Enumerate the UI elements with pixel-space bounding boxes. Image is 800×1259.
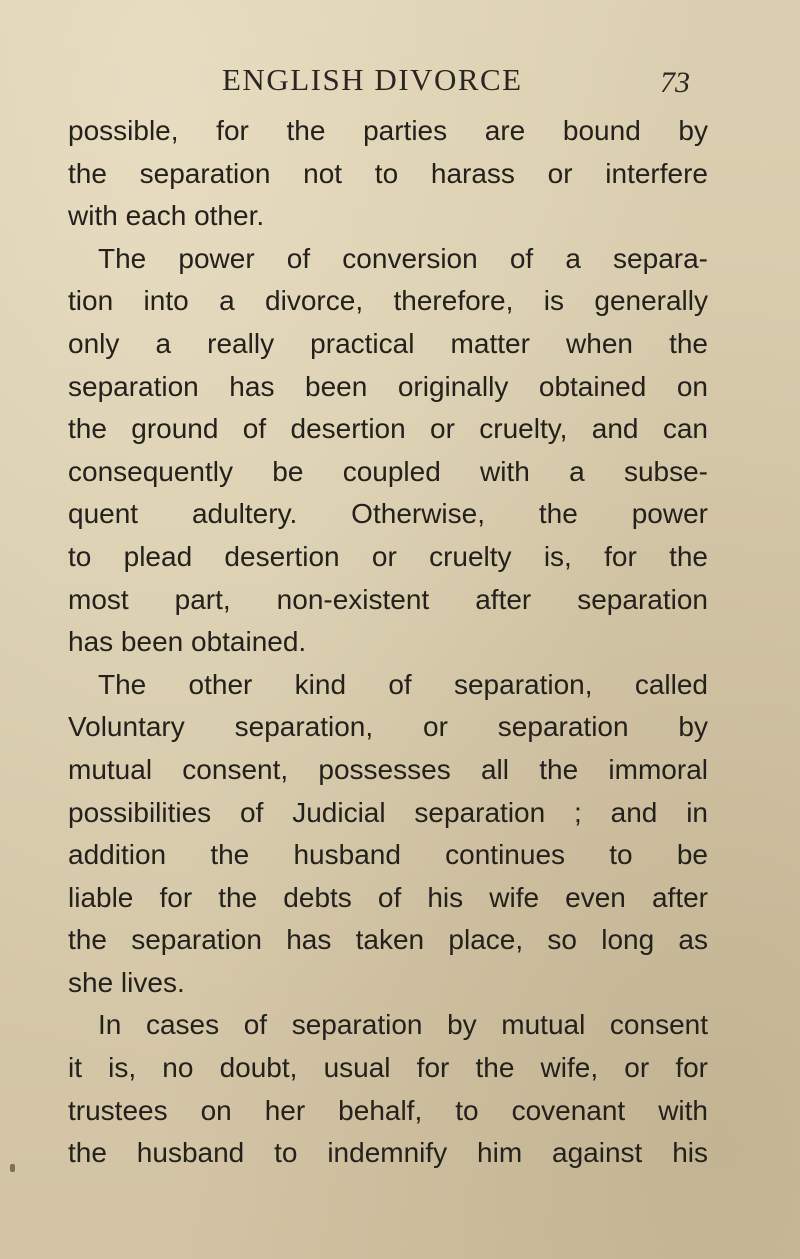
text-line: the separation not to harass or interfere [68,157,708,189]
text-line: consequently be coupled with a subse- [68,455,708,487]
text-line: she lives. [68,966,185,998]
text-line: trustees on her behalf, to covenant with [68,1094,708,1126]
running-head [0,60,800,104]
text-line: The power of conversion of a separa- [98,242,708,274]
text-line: the ground of desertion or cruelty, and can [68,413,708,445]
page-number: 73 [660,66,690,99]
running-head-title: ENGLISH DIVORCE [222,62,523,97]
text-line: Voluntary separation, or separation by [68,711,708,743]
text-line: mutual consent, possesses all the immoral [68,753,708,785]
text-line: only a really practical matter when the [68,327,708,359]
text-line: most part, non-existent after separation [68,583,708,615]
body-text [68,110,708,1175]
text-line: addition the husband continues to be [68,839,708,871]
text-line: liable for the debts of his wife even after [68,881,708,913]
text-line: possibilities of Judicial separation ; and in [68,796,708,828]
text-line: the separation has taken place, so long as [68,924,708,956]
text-line: In cases of separation by mutual consent [98,1009,708,1041]
paper-speck [10,1164,15,1172]
text-line: with each other. [68,200,265,232]
text-line: separation has been originally obtained on [68,370,708,402]
text-line: possible, for the parties are bound by [68,115,708,146]
text-line: it is, no doubt, usual for the wife, or for [68,1052,708,1084]
text-line: The other kind of separation, called [98,668,708,700]
text-line: the husband to indemnify him against his [68,1137,708,1169]
text-line: quent adultery. Otherwise, the power [68,498,708,530]
text-line: has been obtained. [68,626,307,658]
text-line: tion into a divorce, therefore, is generally [68,285,708,317]
text-line: to plead desertion or cruelty is, for the [68,540,708,572]
